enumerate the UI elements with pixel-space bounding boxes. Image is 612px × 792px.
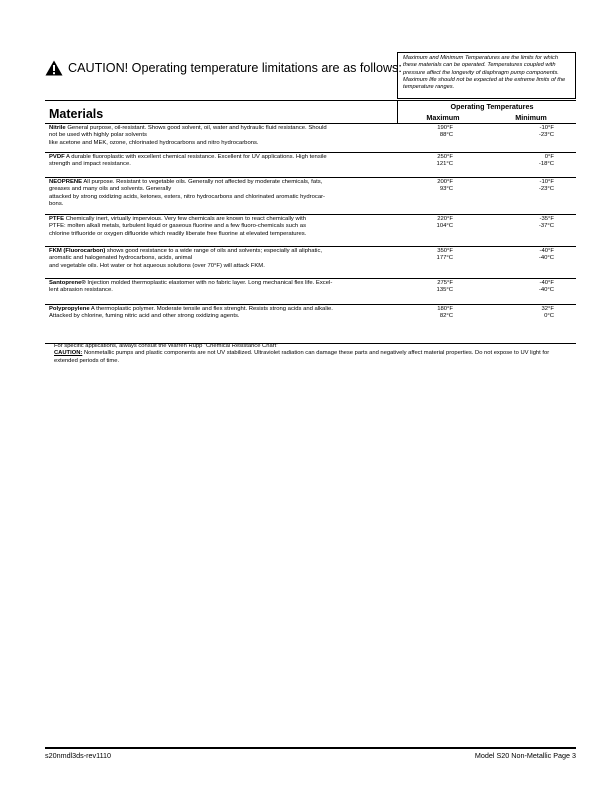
max-celsius: 104°C [436, 223, 453, 230]
min-temperature [504, 306, 554, 321]
material-name: NEOPRENE [49, 179, 83, 185]
operating-temperatures-header: Operating Temperatures [450, 102, 534, 111]
min-fahrenheit: -40°F [539, 280, 554, 286]
table-row [45, 123, 576, 152]
min-fahrenheit: -35°F [539, 216, 554, 222]
document-code: s20nmdl3ds-rev1110 [45, 751, 112, 760]
max-celsius: 121°C [436, 161, 453, 168]
min-celsius: -37°C [538, 223, 554, 230]
description-line: A durable fluoroplastic with excellent chemical resistance. Excellent for UV applications. High tensile [64, 154, 327, 160]
caution-heading [45, 58, 402, 78]
caution-label: CAUTION: [54, 350, 83, 357]
min-fahrenheit: -10°F [539, 125, 554, 131]
description-line: Attacked by chlorine, fuming nitric acid and other strong oxidizing agents. [49, 313, 240, 320]
min-celsius: 0°C [544, 313, 554, 320]
max-temperature [417, 125, 453, 140]
min-celsius: -18°C [538, 161, 554, 168]
max-temperature [417, 280, 453, 295]
max-fahrenheit: 190°F [437, 125, 453, 131]
description-line: shows good resistance to a wide range of oils and solvents; especially all aliphatic, [105, 248, 323, 254]
material-description [49, 306, 393, 321]
max-temperature [417, 179, 453, 194]
minimum-header: Minimum [515, 113, 547, 122]
min-celsius: -40°C [538, 287, 554, 294]
header-divider [397, 101, 398, 123]
materials-table [45, 100, 576, 344]
max-celsius: 135°C [436, 287, 453, 294]
table-header [45, 101, 576, 123]
description-line: Chemically inert, virtually impervious. Very few chemicals are known to react chemically with [64, 216, 306, 222]
table-row [45, 278, 576, 304]
material-name: PTFE [49, 216, 65, 222]
max-fahrenheit: 200°F [437, 179, 453, 185]
chemical-resistance-note: For specific applications, always consult the Warren Rupp "Chemical Resistance Chart" [54, 343, 279, 349]
footnote [54, 343, 574, 365]
material-description [49, 280, 393, 295]
max-celsius: 88°C [439, 132, 453, 139]
material-description [49, 248, 393, 270]
warning-triangle-icon [45, 60, 63, 76]
table-row [45, 214, 576, 246]
table-row [45, 304, 576, 342]
max-temperature [417, 306, 453, 321]
uv-caution [54, 350, 574, 365]
materials-header: Materials [49, 107, 104, 121]
min-temperature [504, 216, 554, 231]
min-fahrenheit: 0°F [544, 154, 554, 160]
table-row [45, 152, 576, 177]
description-line: like acetone and MEK, ozone, chlorinated hydrocarbons and nitro hydrocarbons. [49, 139, 259, 146]
min-fahrenheit: -40°F [539, 248, 554, 254]
material-name: Nitrile [49, 125, 66, 131]
min-temperature [504, 154, 554, 169]
maximum-header: Maximum [426, 113, 460, 122]
max-fahrenheit: 220°F [437, 216, 453, 222]
description-line: bons. [49, 201, 64, 208]
material-description [49, 154, 393, 169]
description-line: aromatic and halogenated hydrocarbons, acids, animal [49, 255, 193, 262]
material-description [49, 125, 393, 147]
description-line: greases and many oils and solvents. Generally [49, 186, 172, 193]
description-line: attacked by strong oxidizing acids, ketones, esters, nitro hydrocarbons and chlorinated aromatic hydrocar- [49, 193, 326, 200]
description-line: and vegetable oils. Hot water or hot aqueous solutions (over 70°F) will attack FKM. [49, 262, 265, 269]
description-line: A thermoplastic polymer. Moderate tensile and flex strenght. Resists strong acids and alkalie. [89, 306, 333, 312]
min-temperature [504, 179, 554, 194]
caution-title: CAUTION! Operating temperature limitations are as follows: [68, 61, 402, 75]
max-temperature [417, 248, 453, 263]
footer-rule [45, 747, 576, 749]
max-temperature [417, 216, 453, 231]
material-name: Santoprene® [49, 280, 86, 286]
max-celsius: 82°C [439, 313, 453, 320]
description-line: General purpose, oil-resistant. Shows good solvent, oil, water and hydraulic fluid resistance. Should [65, 125, 327, 131]
min-fahrenheit: 32°F [541, 306, 554, 312]
material-name: PVDF [49, 154, 65, 160]
min-celsius: -40°C [538, 255, 554, 262]
description-line: chlorine trifluoride or oxygen difluoride which readily liberate free fluorine at elevated temperatures. [49, 230, 307, 237]
description-line: Injection molded thermoplastic elastomer with no fabric layer. Long mechanical flex life. Excel- [85, 280, 333, 286]
description-line: lent abrasion resistance. [49, 287, 113, 294]
description-line: All purpose. Resistant to vegetable oils. Generally not affected by moderate chemicals, fats, [82, 179, 323, 185]
description-line: not be used with highly polar solvents [49, 132, 147, 139]
max-fahrenheit: 350°F [437, 248, 453, 254]
min-celsius: -23°C [538, 186, 554, 193]
material-name: FKM (Fluorocarbon) [49, 248, 106, 254]
description-line: PTFE: molten alkali metals, turbulent liquid or gaseous fluorine and a few fluoro-chemicals such as [49, 223, 307, 230]
max-fahrenheit: 275°F [437, 280, 453, 286]
temperature-note: Maximum and Minimum Temperatures are the limits for which these materials can be operated. Temperatures coupled with pressure affect the longevity of diaphragm pump components. Maximum life should not be expected at the extreme limits of the temperature ranges. [397, 52, 576, 99]
page-label: Model S20 Non-Metallic Page 3 [474, 751, 576, 760]
min-celsius: -23°C [538, 132, 554, 139]
min-fahrenheit: -10°F [539, 179, 554, 185]
max-celsius: 93°C [439, 186, 453, 193]
max-temperature [417, 154, 453, 169]
min-temperature [504, 125, 554, 140]
min-temperature [504, 248, 554, 263]
description-line: strength and impact resistance. [49, 161, 131, 168]
max-fahrenheit: 250°F [437, 154, 453, 160]
material-description [49, 179, 393, 209]
table-row [45, 246, 576, 278]
min-temperature [504, 280, 554, 295]
max-fahrenheit: 180°F [437, 306, 453, 312]
uv-caution-text: Nonmetallic pumps and plastic components are not UV stabilized. Ultraviolet radiation can damage these parts and negatively affect material properties. Do not expose to UV light for extended periods of time. [54, 350, 550, 364]
max-celsius: 177°C [436, 255, 453, 262]
table-row [45, 177, 576, 214]
material-description [49, 216, 393, 238]
material-name: Polypropylene [49, 306, 90, 312]
